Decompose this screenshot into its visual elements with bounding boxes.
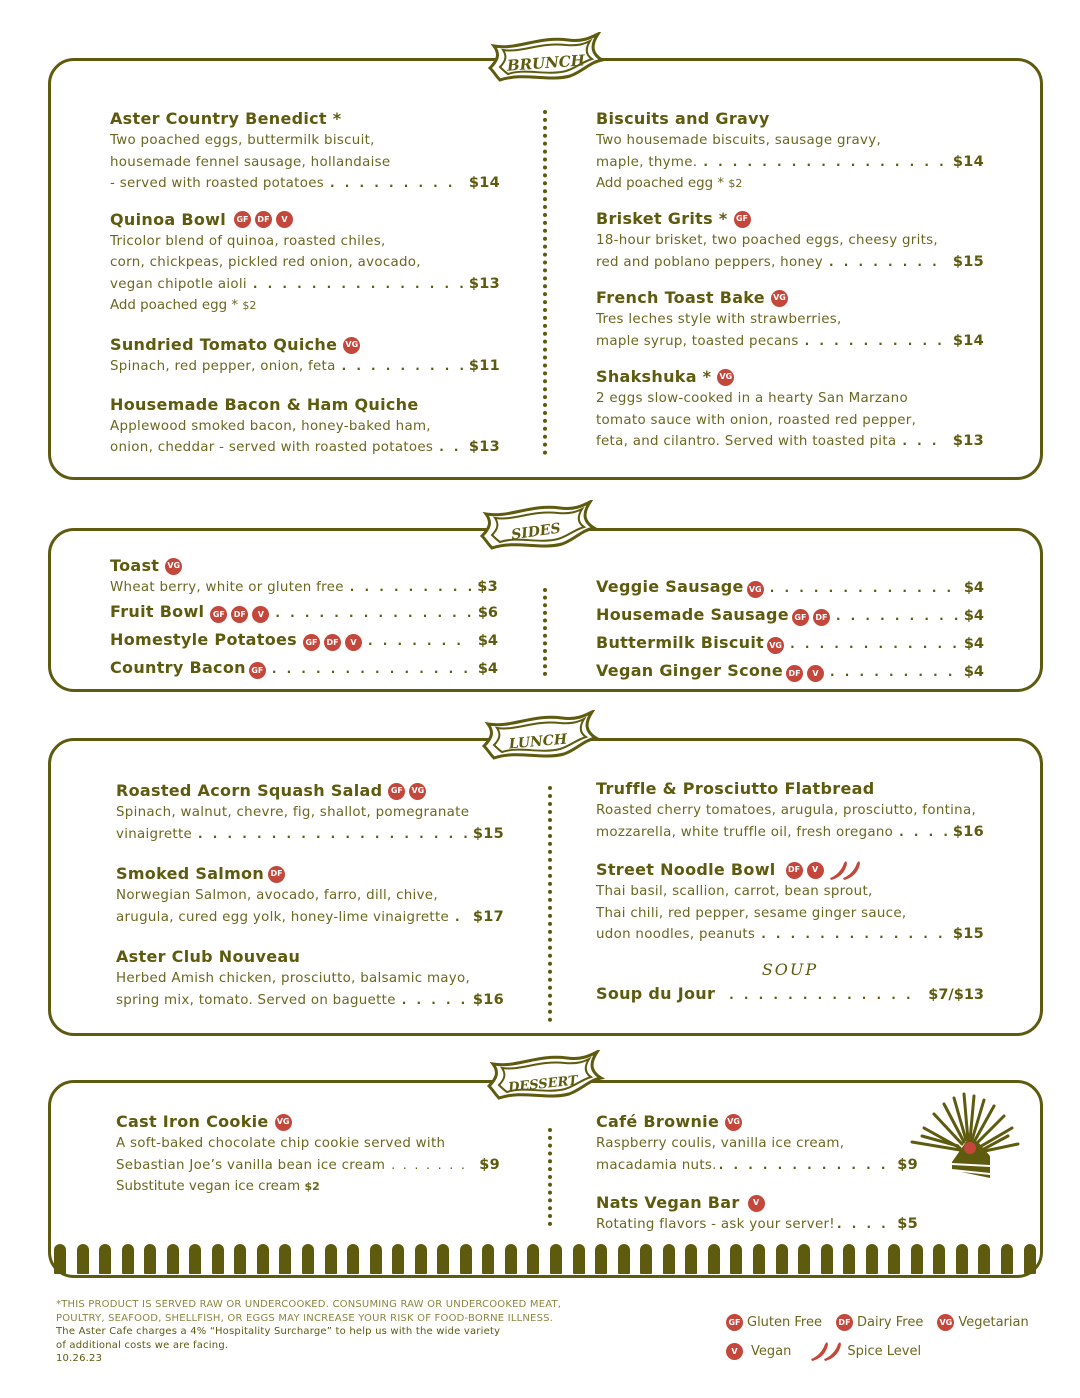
legend-vegan bbox=[726, 1343, 791, 1360]
leader-dots bbox=[830, 665, 958, 679]
dairy-free-badge: DF bbox=[786, 665, 803, 682]
item-name: French Toast Bake bbox=[596, 288, 765, 307]
dairy-free-badge: DF bbox=[268, 866, 285, 883]
dessert-left-column bbox=[116, 1111, 500, 1211]
leader-dots bbox=[829, 252, 947, 274]
vegan-badge: V bbox=[252, 606, 269, 623]
item-description: onion, cheddar - served with roasted potatoes bbox=[110, 440, 434, 455]
leader-dots bbox=[770, 581, 958, 595]
item-name: Quinoa Bowl bbox=[110, 209, 226, 229]
legend-gluten-free bbox=[726, 1314, 822, 1331]
menu-item bbox=[110, 657, 498, 685]
item-price: $7/$13 bbox=[928, 986, 984, 1003]
sides-banner bbox=[470, 500, 600, 558]
menu-item bbox=[596, 208, 984, 273]
gluten-free-badge: GF bbox=[303, 634, 320, 651]
addon-price: $2 bbox=[304, 1180, 320, 1193]
item-description: Thai chili, red pepper, sesame ginger sauce, bbox=[596, 905, 907, 921]
item-name: Cast Iron Cookie bbox=[116, 1112, 269, 1131]
item-description: Herbed Amish chicken, prosciutto, balsamic mayo, bbox=[116, 971, 471, 986]
dairy-free-badge: DF bbox=[813, 609, 830, 626]
menu-item bbox=[596, 604, 984, 632]
item-description: tomato sauce with onion, roasted red pepper, bbox=[596, 412, 917, 428]
leader-dots bbox=[198, 824, 467, 846]
item-price: $16 bbox=[952, 823, 984, 840]
item-description: red and poblano peppers, honey bbox=[596, 254, 824, 270]
dairy-free-badge: DF bbox=[836, 1314, 853, 1331]
leader-dots bbox=[703, 152, 947, 174]
vegan-badge: V bbox=[345, 634, 362, 651]
dairy-free-badge: DF bbox=[324, 634, 341, 651]
vegetarian-badge: VG bbox=[717, 369, 734, 386]
gluten-free-badge: GF bbox=[726, 1314, 743, 1331]
item-name: Vegan Ginger Scone bbox=[596, 661, 783, 680]
item-price: $14 bbox=[468, 175, 500, 191]
leader-dots bbox=[761, 924, 947, 946]
vegetarian-badge: VG bbox=[937, 1314, 954, 1331]
item-description: Wheat berry, white or gluten free bbox=[110, 580, 344, 595]
item-price: $4 bbox=[963, 580, 984, 596]
leader-dots bbox=[330, 173, 463, 195]
brunch-column-divider bbox=[543, 110, 547, 455]
leader-dots bbox=[836, 609, 958, 623]
item-description: Tricolor blend of quinoa, roasted chiles, bbox=[110, 233, 386, 249]
legend-spice-level bbox=[809, 1341, 921, 1361]
item-price: $9 bbox=[897, 1156, 918, 1173]
item-price: $4 bbox=[477, 661, 498, 677]
menu-item bbox=[110, 601, 498, 629]
item-name: Brisket Grits * bbox=[596, 209, 728, 228]
item-price: $6 bbox=[477, 605, 498, 621]
item-name: Country Bacon bbox=[110, 658, 246, 677]
gluten-free-badge: GF bbox=[249, 662, 266, 679]
menu-item bbox=[596, 1192, 918, 1236]
vegan-badge: V bbox=[726, 1343, 743, 1360]
menu-item bbox=[110, 629, 498, 657]
leader-dots bbox=[275, 606, 471, 620]
leader-dots bbox=[455, 907, 467, 929]
leader-dots bbox=[805, 331, 947, 353]
vegetarian-badge: VG bbox=[409, 783, 426, 800]
menu-item bbox=[596, 1111, 918, 1176]
leader-dots bbox=[439, 437, 463, 459]
menu-item bbox=[110, 555, 498, 577]
sides-left-column bbox=[110, 555, 498, 685]
item-description: corn, chickpeas, pickled red onion, avocado, bbox=[110, 255, 421, 270]
legend-label: Gluten Free bbox=[747, 1315, 822, 1330]
item-price: $4 bbox=[477, 633, 498, 649]
item-description: udon noodles, peanuts bbox=[596, 927, 756, 942]
item-name: Roasted Acorn Squash Salad bbox=[116, 781, 383, 800]
item-description: spring mix, tomato. Served on baguette bbox=[116, 992, 396, 1008]
dessert-right-column bbox=[596, 1111, 918, 1250]
item-description: A soft-baked chocolate chip cookie served with bbox=[116, 1136, 446, 1151]
legend-label: Vegetarian bbox=[958, 1315, 1029, 1330]
item-name: Housemade Bacon & Ham Quiche bbox=[110, 394, 419, 414]
item-price: $4 bbox=[963, 608, 984, 624]
item-name: Housemade Sausage bbox=[596, 605, 789, 624]
vegetarian-badge: VG bbox=[767, 637, 784, 654]
leader-dots bbox=[902, 431, 946, 453]
footer-notes bbox=[56, 1298, 561, 1366]
item-name: Nats Vegan Bar bbox=[596, 1193, 740, 1212]
item-description: - served with roasted potatoes bbox=[110, 176, 325, 191]
brunch-banner bbox=[478, 32, 608, 90]
addon-label: Add poached egg * bbox=[596, 176, 725, 191]
gluten-free-badge: GF bbox=[734, 211, 751, 228]
legend-vegetarian bbox=[937, 1314, 1028, 1331]
menu-item bbox=[596, 660, 984, 688]
item-description: Spinach, walnut, chevre, fig, shallot, pomegranate bbox=[116, 805, 470, 820]
item-price: $4 bbox=[963, 664, 984, 680]
addon-label: Substitute vegan ice cream bbox=[116, 1179, 301, 1194]
item-description: Roasted cherry tomatoes, arugula, prosciutto, fontina, bbox=[596, 803, 977, 818]
item-name: Street Noodle Bowl bbox=[596, 860, 776, 879]
brunch-title: BRUNCH bbox=[506, 51, 586, 75]
raw-food-warning: *THIS PRODUCT IS SERVED RAW OR UNDERCOOKED. CONSUMING RAW OR UNDERCOOKED MEAT, bbox=[56, 1299, 562, 1310]
lunch-left-column bbox=[116, 780, 504, 1025]
dessert-column-divider bbox=[548, 1128, 552, 1226]
menu-item bbox=[596, 983, 984, 1011]
leader-dots bbox=[272, 662, 472, 676]
vegetarian-badge: VG bbox=[747, 581, 764, 598]
item-description: mozzarella, white truffle oil, fresh oregano bbox=[596, 824, 894, 840]
item-description: Thai basil, scallion, carrot, bean sprout, bbox=[596, 884, 873, 899]
sides-right-column bbox=[596, 576, 984, 688]
item-description: Applewood smoked bacon, honey-baked ham, bbox=[110, 418, 431, 434]
item-name: Homestyle Potatoes bbox=[110, 630, 297, 649]
leader-dots bbox=[790, 637, 958, 651]
menu-item bbox=[596, 108, 984, 194]
item-name: Truffle & Prosciutto Flatbread bbox=[596, 779, 875, 798]
leader-dots bbox=[350, 577, 471, 599]
menu-item bbox=[596, 778, 984, 843]
vegan-badge: V bbox=[276, 211, 293, 228]
leader-dots bbox=[253, 274, 463, 296]
menu-item bbox=[596, 859, 984, 946]
menu-item bbox=[116, 863, 504, 928]
vegan-badge: V bbox=[807, 862, 824, 879]
soup-heading: SOUP bbox=[761, 959, 819, 979]
surcharge-note: The Aster Cafe charges a 4% “Hospitality Surcharge” to help us with the wide variety bbox=[56, 1326, 501, 1337]
item-addon bbox=[596, 173, 984, 194]
sides-column-divider bbox=[543, 588, 547, 676]
legend-label: Spice Level bbox=[847, 1343, 922, 1359]
vegetarian-badge: VG bbox=[725, 1114, 742, 1131]
leader-dots bbox=[402, 990, 467, 1012]
item-description: housemade fennel sausage, hollandaise bbox=[110, 154, 391, 170]
item-name: Biscuits and Gravy bbox=[596, 109, 770, 128]
leader-dots bbox=[719, 1155, 896, 1177]
legend-label: Vegan bbox=[751, 1343, 792, 1359]
item-description: Raspberry coulis, vanilla ice cream, bbox=[596, 1136, 845, 1151]
addon-label: Add poached egg * bbox=[110, 298, 239, 313]
item-name: Shakshuka * bbox=[596, 367, 712, 386]
item-price: $9 bbox=[479, 1156, 500, 1173]
menu-item bbox=[116, 946, 504, 1011]
dairy-free-badge: DF bbox=[231, 606, 248, 623]
item-name: Toast bbox=[110, 556, 160, 575]
item-description: Sebastian Joe’s vanilla bean ice cream bbox=[116, 1157, 386, 1173]
gluten-free-badge: GF bbox=[234, 211, 251, 228]
item-addon bbox=[110, 295, 500, 316]
item-name: Veggie Sausage bbox=[596, 577, 744, 596]
dietary-legend bbox=[726, 1314, 1043, 1371]
decorative-stripe-border bbox=[50, 1240, 1040, 1274]
leader-dots bbox=[342, 356, 463, 378]
item-description: 2 eggs slow-cooked in a hearty San Marzano bbox=[596, 391, 908, 406]
gluten-free-badge: GF bbox=[210, 606, 227, 623]
item-name: Soup du Jour bbox=[596, 983, 716, 1003]
item-price: $15 bbox=[472, 825, 504, 842]
spice-level-icon bbox=[809, 1341, 843, 1361]
lunch-right-column bbox=[596, 778, 984, 1011]
lunch-column-divider bbox=[548, 786, 552, 1022]
item-description: feta, and cilantro. Served with toasted pita bbox=[596, 434, 897, 449]
item-description: maple syrup, toasted pecans bbox=[596, 333, 799, 349]
sides-title: SIDES bbox=[510, 520, 562, 544]
item-name: Sundried Tomato Quiche bbox=[110, 335, 338, 354]
item-price: $13 bbox=[952, 433, 984, 449]
item-description: arugula, cured egg yolk, honey-lime vinaigrette bbox=[116, 909, 450, 925]
menu-item bbox=[596, 632, 984, 660]
dairy-free-badge: DF bbox=[786, 862, 803, 879]
item-price: $15 bbox=[952, 926, 984, 942]
vegan-badge: V bbox=[748, 1195, 765, 1212]
gluten-free-badge: GF bbox=[792, 609, 809, 626]
vegetarian-badge: VG bbox=[343, 337, 360, 354]
leader-dots bbox=[368, 634, 472, 648]
item-price: $17 bbox=[472, 908, 504, 925]
item-description: vinaigrette bbox=[116, 826, 193, 842]
item-price: $13 bbox=[468, 275, 500, 292]
item-name: Smoked Salmon bbox=[116, 864, 265, 883]
item-description: vegan chipotle aioli bbox=[110, 276, 247, 292]
item-price: $14 bbox=[952, 153, 984, 170]
menu-item bbox=[116, 780, 504, 845]
item-description: 18-hour brisket, two poached eggs, cheesy grits, bbox=[596, 233, 938, 248]
menu-item bbox=[110, 108, 500, 195]
item-description: maple, thyme. bbox=[596, 154, 698, 170]
item-description: Two housemade biscuits, sausage gravy, bbox=[596, 133, 882, 148]
dessert-banner bbox=[472, 1050, 612, 1108]
menu-item bbox=[110, 394, 500, 459]
item-description: Rotating flavors - ask your server! bbox=[596, 1217, 835, 1232]
item-description: Tres leches style with strawberries, bbox=[596, 312, 842, 327]
item-description: Two poached eggs, buttermilk biscuit, bbox=[110, 133, 375, 148]
addon-price: $2 bbox=[728, 177, 743, 190]
vegetarian-badge: VG bbox=[771, 290, 788, 307]
dessert-title: DESSERT bbox=[507, 1073, 579, 1096]
leader-dots bbox=[899, 822, 947, 844]
item-price: $4 bbox=[963, 636, 984, 652]
lunch-banner bbox=[472, 710, 602, 768]
menu-item bbox=[116, 1111, 500, 1197]
leader-dots bbox=[837, 1214, 895, 1236]
item-name: Café Brownie bbox=[596, 1112, 720, 1131]
legend-dairy-free bbox=[836, 1314, 923, 1331]
item-description: Norwegian Salmon, avocado, farro, dill, chive, bbox=[116, 888, 438, 903]
item-addon bbox=[116, 1176, 500, 1197]
item-name: Fruit Bowl bbox=[110, 602, 205, 621]
legend-label: Dairy Free bbox=[856, 1315, 924, 1330]
leader-dots bbox=[391, 1155, 473, 1177]
item-description: macadamia nuts. bbox=[596, 1157, 717, 1173]
item-name: Buttermilk Biscuit bbox=[596, 633, 765, 652]
menu-item bbox=[110, 334, 500, 378]
item-price: $16 bbox=[472, 991, 504, 1008]
item-price: $14 bbox=[952, 332, 984, 349]
menu-date: 10.26.23 bbox=[56, 1353, 103, 1364]
item-description: Spinach, red pepper, onion, feta bbox=[110, 359, 336, 374]
menu-item bbox=[596, 287, 984, 352]
menu-item bbox=[596, 366, 984, 453]
vegetarian-badge: VG bbox=[275, 1114, 292, 1131]
cake-slice-icon bbox=[906, 1090, 1026, 1190]
item-price: $15 bbox=[952, 253, 984, 270]
surcharge-note: of additional costs we are facing. bbox=[56, 1339, 229, 1351]
menu-item bbox=[596, 576, 984, 604]
gluten-free-badge: GF bbox=[388, 783, 405, 800]
spice-level-icon bbox=[828, 860, 862, 880]
brunch-left-column bbox=[110, 108, 500, 473]
raw-food-warning: POULTRY, SEAFOOD, SHELLFISH, OR EGGS MAY INCREASE YOUR RISK OF FOOD-BORNE ILLNESS. bbox=[56, 1312, 554, 1324]
item-name: Aster Country Benedict * bbox=[110, 109, 342, 128]
leader-dots bbox=[729, 988, 922, 1002]
item-name: Aster Club Nouveau bbox=[116, 947, 301, 966]
vegetarian-badge: VG bbox=[165, 558, 182, 575]
menu-item bbox=[110, 209, 500, 317]
lunch-title: LUNCH bbox=[508, 731, 568, 753]
dairy-free-badge: DF bbox=[255, 211, 272, 228]
item-price: $11 bbox=[468, 358, 500, 374]
item-price: $13 bbox=[468, 439, 500, 455]
item-price: $3 bbox=[477, 579, 498, 595]
item-price: $5 bbox=[897, 1216, 918, 1232]
addon-price: $2 bbox=[242, 299, 257, 312]
vegan-badge: V bbox=[807, 665, 824, 682]
brunch-right-column bbox=[596, 108, 984, 467]
